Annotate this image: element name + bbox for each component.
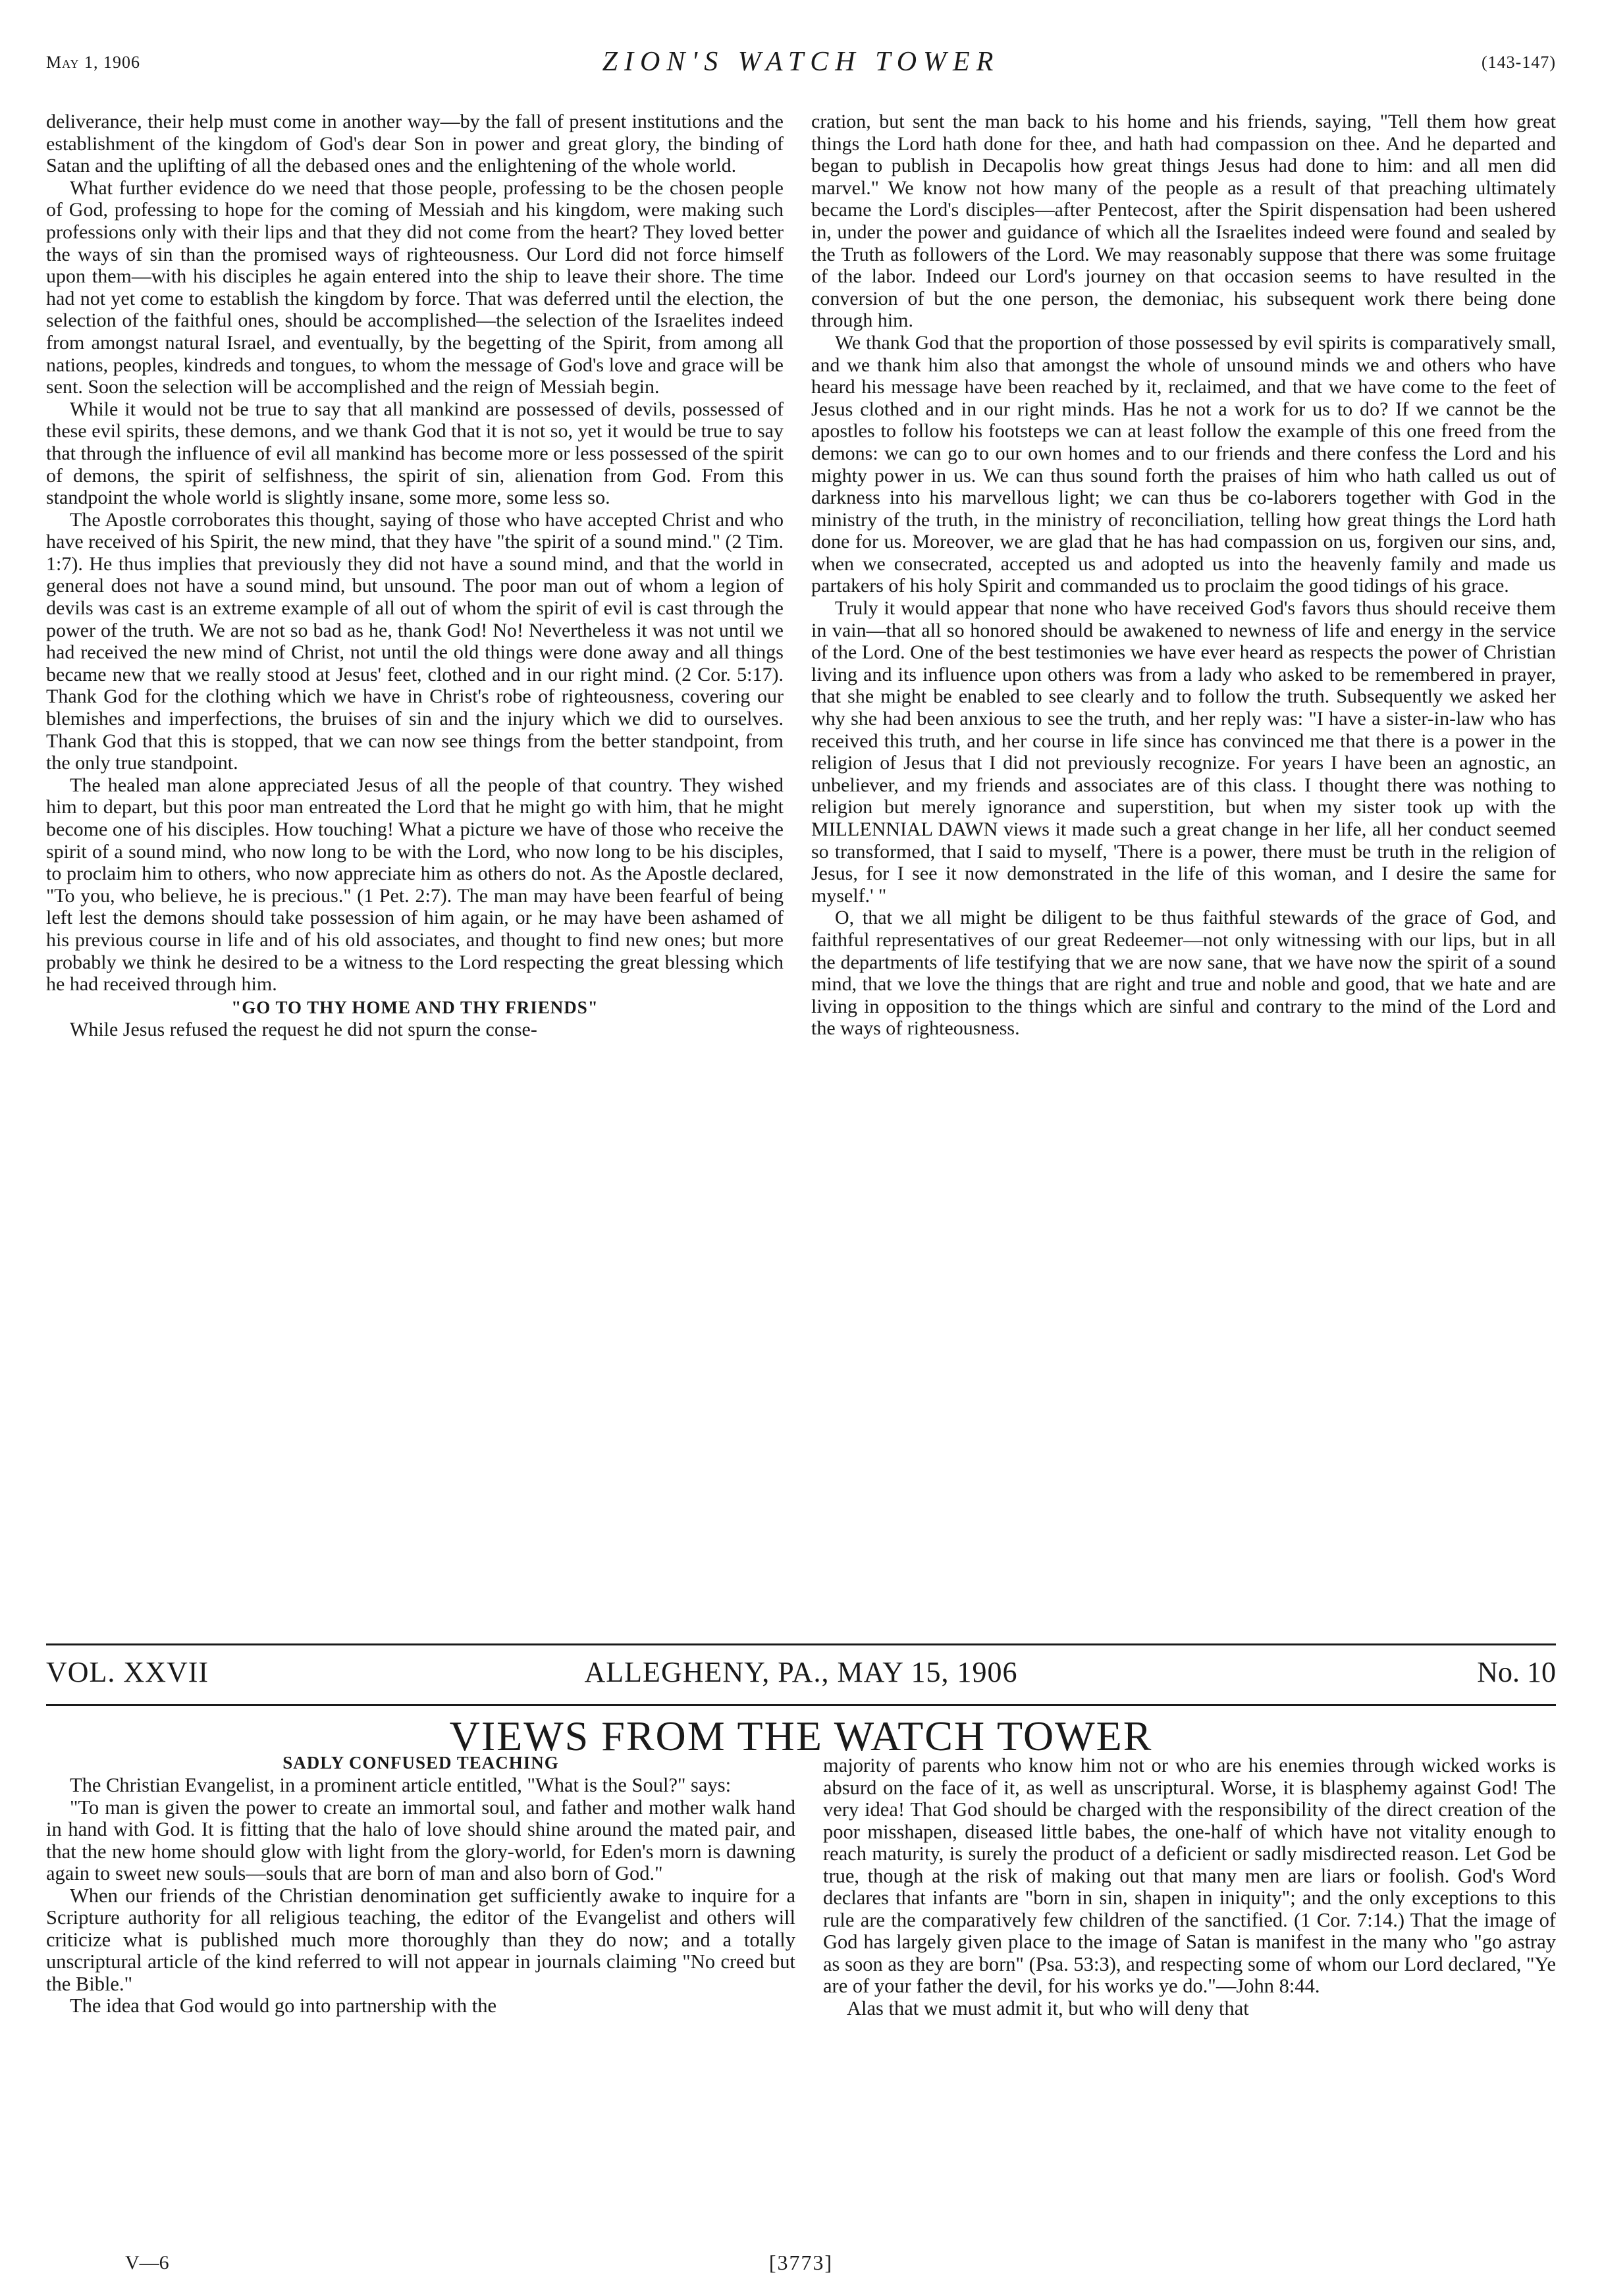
paragraph: While it would not be true to say that all mankind are possessed of devils, possessed of these evil spirits, these demons, and we thank God that it is not so, yet it would be true to say that through the influence of evil all mankind has become more or less possessed of the spirit of demons, the spirit of selfishness, the spirit of sin, alienation from God. From this standpoint the whole world is slightly insane, some more, some less so. [46,398,784,509]
paragraph: Truly it would appear that none who have received God's favors thus should receive them in vain—that all so honored should be awakened to newness of life and energy in the service of the Lord. One of the best testimonies we have ever heard as respects the power of Christian living and its influence upon others was from a lady who asked to be remembered in prayer, that she might be enabled to see clearly and to follow the truth. Subsequently we asked her why she had been anxious to see the truth, and her reply was: "I have a sister-in-law who has received this truth, and her course in life since has convinced me that there is a power in the religion of Jesus that I did not previously recognize. For years I have been an agnostic, an unbeliever, and my friends and associates are of this class. I thought there was nothing to religion but merely ignorance and superstition, but when my sister took up with the MILLENNIAL DAWN views it made such a great change in her life, all her conduct seemed so transformed, that I said to myself, 'There is a power, there must be truth in the religion of Jesus, for I see it now demonstrated in the life of this woman, and I desire the same for myself.' " [811,597,1556,907]
paragraph: The healed man alone appreciated Jesus of all the people of that country. They wished him to depart, but this poor man entreated the Lord that he might go with him, that he might become one of his disciples. How touching! What a picture we have of those who receive the spirit of a sound mind, who now long to be with the Lord, who now long to be his disciples, to proclaim him to others, who now appreciate him as others do not. As the Apostle declared, "To you, who believe, he is precious." (1 Pet. 2:7). The man may have been fearful of being left lest the demons should take possession of him again, or he may have been ashamed of his previous course in life and of his old associates, and thought to find new ones; but more probably we think he desired to be a witness to the Lord respecting the great blessing which he had received through him. [46,774,784,996]
paragraph: The Christian Evangelist, in a prominent article entitled, "What is the Soul?" says: [70,1775,732,1796]
paragraph: The idea that God would go into partnership with the [70,1994,496,2017]
journal-title: ZION'S WATCH TOWER [602,47,1000,77]
page-range: (143-147) [1482,53,1556,72]
issue-date: May 1, 1906 [46,53,140,72]
lower-right-column [823,1755,1556,2242]
paragraph: Alas that we must admit it, but who will deny that [847,1996,1249,2019]
paragraph: majority of parents who know him not or who are his enemies through wicked works is absurd on the face of it, as well as unscriptural. Worse, it is blasphemy against God! The very idea! That God should be charged with the responsibility of the direct creation of the poor misshapen, diseased little babes, the one-half of which have not vitality enough to reach maturity, is surely the product of a deficient or sadly misdirected reason. Let God be true, though at the risk of making out that many men are liars or foolish. God's Word declares that infants are "born in sin, shapen in iniquity"; and the only exceptions to this rule are the comparatively few children of the sanctified. (1 Cor. 7:14.) That the image of God has largely given place to the image of Satan is manifest in the many who "go astray as soon as they are born" (Psa. 53:3), and respecting some of whom our Lord declared, "Ye are of your father the devil, for his works ye do."—John 8:44. [823,1755,1556,1997]
paragraph: cration, but sent the man back to his home and his friends, saying, "Tell them how great things the Lord hath done for thee, and hath had compassion on thee. And he departed and began to publish in Decapolis how great things Jesus had done to him: and all men did marvel." We know not how many of the people as a result of that preaching ultimately became the Lord's disciples—after Pentecost, after the Spirit dispensation had been ushered in, under the power and guidance of which all the Israelites indeed were found and sealed by the Truth as followers of the Lord. We may reasonably suppose that there was some fruitage of the labor. Indeed our Lord's journey on that occasion seems to have resulted in the conversion of but the one person, the demoniac, his subsequent work there being done through him. [811,111,1556,332]
paragraph: deliverance, their help must come in another way—by the fall of present institutions and the establishment of the kingdom of God's dear Son in power and great glory, the binding of Satan and the uplifting of all the debased ones and the enlightening of the whole world. [46,111,784,177]
paragraph: O, that we all might be diligent to be thus faithful stewards of the grace of God, and faithful representatives of our great Redeemer—not only witnessing with our lips, but in all the departments of life testifying that we are now sane, that we have now the spirit of a sound mind, that we love the things that are right and true and noble and good, that we hate and are living in opposition to the things which are sinful and contrary to the mind of the Lord and the ways of righteousness. [811,907,1556,1040]
lower-left-column [46,1775,795,2199]
section-title: VIEWS FROM THE WATCH TOWER [449,1713,1153,1759]
issue-number: No. 10 [1477,1656,1556,1688]
page-number: [3773] [768,2251,834,2274]
paragraph: We thank God that the proportion of those possessed by evil spirits is comparatively small, and we thank him also that amongst the whole of unsound minds we and others who have heard his message have been reached by it, reclaimed, and that we have come to the feet of Jesus clothed and in our right minds. Has he not a work for us to do? If we cannot be the apostles to follow his footsteps we can at least follow the example of this one freed from the demons: we can go to our own homes and to our friends and there confess the Lord and his mighty power in us. We can thus sound forth the praises of him who hath called us out of darkness into his marvellous light; we can thus be co-laborers together with God in the ministry of the truth, in the ministry of reconciliation, telling how great things the Lord hath done for us. Moreover, we are glad that he has had compassion on us, forgiven our sins, and, when we consecrated, accepted us and adopted us into the heavenly family and made us partakers of his holy Spirit and commanded us to proclaim the good tidings of his grace. [811,331,1556,597]
signature-mark: V—6 [125,2252,169,2274]
paragraph: The Apostle corroborates this thought, saying of those who have accepted Christ and who have received of his Spirit, the new mind, that they have "the spirit of a sound mind." (2 Tim. 1:7). He thus implies that previously they did not have a sound mind, and that the world in general does not have a sound mind, but unsound. The poor man out of whom a legion of devils was cast is an extreme example of all out of whom the spirit of evil is cast through the power of the truth. We are not so bad as he, thank God! No! Nevertheless it was not until we had received the new mind of Christ, not until the old things were done away and all things became new that we really stood at Jesus' feet, clothed and in our right mind. (2 Cor. 5:17). Thank God for the clothing which we have in Christ's robe of righteousness, covering our blemishes and imperfections, the bruises of sin and the injury which we did to ourselves. Thank God that this is stopped, that we can now see things from the better standpoint, from the only true standpoint. [46,508,784,774]
masthead [46,1651,1556,1697]
place-date: ALLEGHENY, PA., MAY 15, 1906 [584,1656,1018,1688]
masthead-top-rule [46,1643,1556,1645]
upper-right-column [811,111,1556,1607]
subheading-confused-teaching: SADLY CONFUSED TEACHING [282,1753,559,1773]
paragraph: While Jesus refused the request he did not spurn the conse- [70,1019,537,1041]
subheading-home-and-friends: "GO TO THY HOME AND THY FRIENDS" [231,997,599,1017]
volume-label: VOL. XXVII [46,1656,209,1688]
paragraph: What further evidence do we need that those people, professing to be the chosen people of God, professing to hope for the coming of Messiah and his kingdom, were making such professions only with their lips and that they did not come from the heart? They loved better the ways of sin than the promised ways of righteousness. Our Lord did not force himself upon them—with his disciples he again entered into the ship to leave their shore. The time had not yet come to establish the kingdom by force. That was deferred until the election, the selection of the faithful ones, should be accomplished—the selection of the Israelites indeed from amongst natural Israel, and eventually, by the begetting of the Spirit, from among all nations, peoples, kindreds and tongues, to whom the message of God's love and grace will be sent. Soon the selection will be accomplished and the reign of Messiah begin. [46,176,784,398]
quoted-paragraph: "To man is given the power to create an immortal soul, and father and mother walk hand in hand with God. It is fitting that the halo of love should shine around the mated pair, and that the new home should glow with light from the glory-world, for Eden's morn is dawning again to sweet new souls—souls that are born of man and also born of God." [46,1796,795,1884]
masthead-bottom-rule [46,1704,1556,1706]
running-header [46,46,1556,86]
paragraph: When our friends of the Christian denomination get sufficiently awake to inquire for a Scripture authority for all religious teaching, the editor of the Evangelist and others will criticize what is published much more thoroughly than they do now; and a totally unscriptural article of the kind referred to will not appear in journals claiming "No creed but the Bible." [46,1884,795,1995]
upper-left-column [46,111,784,1607]
